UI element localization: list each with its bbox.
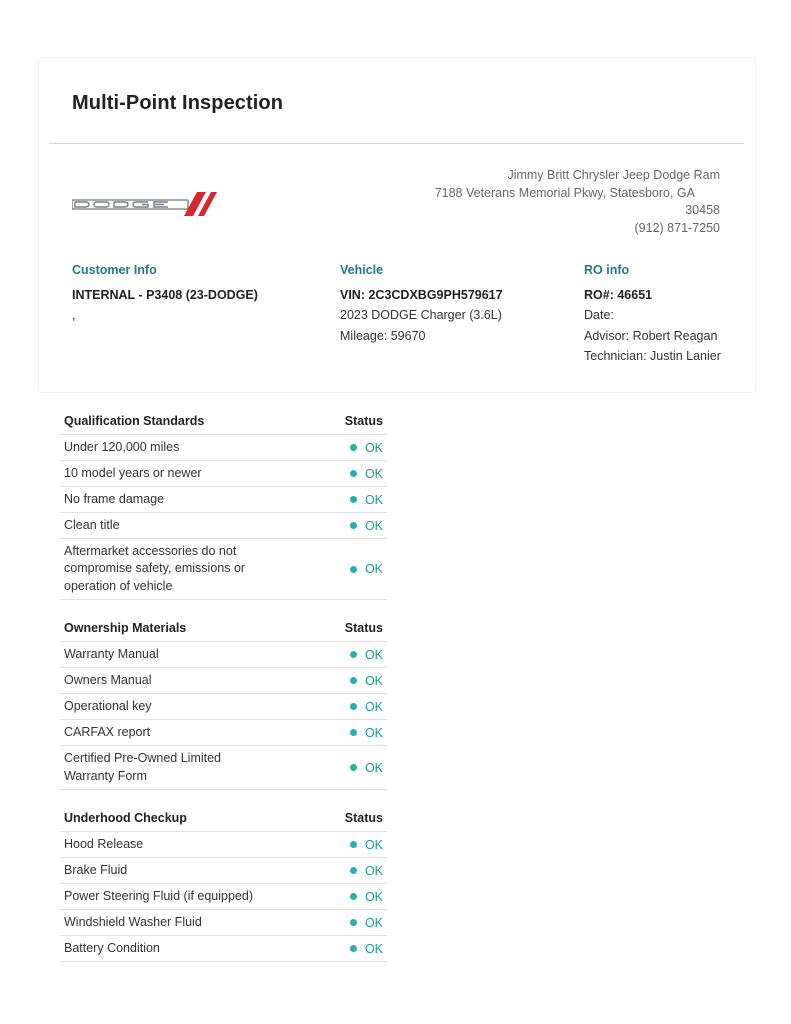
status-dot-icon bbox=[350, 703, 357, 710]
ro-date: Date: bbox=[584, 308, 614, 323]
status-text: OK bbox=[364, 889, 383, 904]
vehicle-heading: Vehicle bbox=[340, 263, 384, 277]
status-text: OK bbox=[364, 673, 383, 688]
status-text: OK bbox=[364, 647, 383, 662]
item-label: Operational key bbox=[64, 698, 152, 713]
item-label: Battery Condition bbox=[64, 940, 160, 955]
status-dot-icon bbox=[350, 919, 357, 926]
dealer-address: 7188 Veterans Memorial Pkwy, Statesboro, GA bbox=[434, 185, 695, 200]
status-dot-icon bbox=[350, 867, 357, 874]
status-dot-icon bbox=[350, 729, 357, 736]
table-row bbox=[60, 487, 387, 513]
status-ok bbox=[350, 890, 383, 904]
status-heading: Status bbox=[344, 811, 383, 825]
status-text: OK bbox=[364, 466, 383, 481]
table-header bbox=[60, 408, 387, 435]
status-text: OK bbox=[364, 562, 383, 576]
table-row bbox=[60, 435, 387, 461]
item-label: Power Steering Fluid (if equipped) bbox=[64, 888, 253, 903]
dodge-logo bbox=[72, 192, 217, 216]
status-ok bbox=[350, 916, 383, 930]
status-ok bbox=[350, 674, 383, 688]
item-label: Certified Pre-Owned Limited Warranty Form bbox=[64, 751, 222, 783]
dealer-name: Jimmy Britt Chrysler Jeep Dodge Ram bbox=[507, 168, 720, 182]
item-label: Under 120,000 miles bbox=[64, 439, 180, 454]
status-text: OK bbox=[364, 760, 383, 775]
item-label: Clean title bbox=[64, 517, 120, 532]
status-dot-icon bbox=[350, 651, 357, 658]
status-ok bbox=[350, 700, 383, 714]
status-text: OK bbox=[364, 863, 383, 878]
status-text: OK bbox=[364, 518, 383, 533]
item-label: Windshield Washer Fluid bbox=[64, 914, 202, 929]
status-ok bbox=[350, 761, 383, 775]
page-title: Multi-Point Inspection bbox=[72, 92, 284, 114]
item-label: Aftermarket accessories do not compromise safety, emissions or operation of vehicle bbox=[64, 543, 246, 593]
table-row bbox=[60, 936, 387, 962]
status-text: OK bbox=[364, 725, 383, 740]
status-ok bbox=[350, 441, 383, 455]
item-label: CARFAX report bbox=[64, 724, 151, 739]
status-ok bbox=[350, 519, 383, 533]
item-label: Warranty Manual bbox=[64, 646, 159, 661]
status-dot-icon bbox=[350, 496, 357, 503]
table-row bbox=[60, 694, 387, 720]
ownership-materials-table bbox=[60, 615, 387, 790]
status-dot-icon bbox=[350, 677, 357, 684]
dealer-zip: 30458 bbox=[685, 203, 720, 217]
status-ok bbox=[350, 942, 383, 956]
ro-advisor: Advisor: Robert Reagan bbox=[584, 328, 718, 343]
status-text: OK bbox=[364, 941, 383, 956]
status-dot-icon bbox=[350, 893, 357, 900]
status-dot-icon bbox=[350, 566, 357, 573]
qualification-standards-table bbox=[60, 408, 387, 600]
ro-number: RO#: 46651 bbox=[584, 288, 653, 302]
customer-info-heading: Customer Info bbox=[72, 263, 157, 277]
customer-info bbox=[72, 263, 258, 326]
table-row bbox=[60, 884, 387, 910]
status-text: OK bbox=[364, 440, 383, 455]
status-dot-icon bbox=[350, 945, 357, 952]
table-row bbox=[60, 513, 387, 539]
status-heading: Status bbox=[344, 414, 383, 428]
status-ok bbox=[350, 864, 383, 878]
dealer-phone: (912) 871-7250 bbox=[634, 220, 720, 235]
header-divider bbox=[49, 143, 744, 144]
status-ok bbox=[350, 648, 383, 662]
item-label: 10 model years or newer bbox=[64, 465, 202, 480]
section-heading: Qualification Standards bbox=[64, 414, 205, 428]
item-label: Hood Release bbox=[64, 836, 144, 851]
status-ok bbox=[350, 726, 383, 740]
ro-info bbox=[584, 263, 721, 366]
ro-info-heading: RO info bbox=[584, 263, 630, 277]
table-header bbox=[60, 615, 387, 642]
underhood-checkup-table bbox=[60, 805, 387, 962]
table-row bbox=[60, 746, 387, 790]
table-row bbox=[60, 539, 387, 600]
table-row bbox=[60, 642, 387, 668]
table-row bbox=[60, 461, 387, 487]
status-ok bbox=[350, 493, 383, 507]
ro-technician: Technician: Justin Lanier bbox=[584, 348, 721, 363]
dealer-info bbox=[420, 167, 720, 237]
vehicle-vin: VIN: 2C3CDXBG9PH579617 bbox=[340, 288, 503, 302]
status-dot-icon bbox=[350, 470, 357, 477]
status-text: OK bbox=[364, 837, 383, 852]
item-label: Brake Fluid bbox=[64, 862, 128, 877]
table-row bbox=[60, 720, 387, 746]
status-dot-icon bbox=[350, 841, 357, 848]
status-dot-icon bbox=[350, 522, 357, 529]
status-text: OK bbox=[364, 492, 383, 507]
vehicle-info bbox=[340, 263, 503, 346]
status-text: OK bbox=[364, 699, 383, 714]
table-row bbox=[60, 668, 387, 694]
status-dot-icon bbox=[350, 764, 357, 771]
status-ok bbox=[350, 838, 383, 852]
table-row bbox=[60, 832, 387, 858]
customer-line2: , bbox=[72, 308, 76, 323]
table-header bbox=[60, 805, 387, 832]
section-heading: Ownership Materials bbox=[64, 621, 187, 635]
table-row bbox=[60, 910, 387, 936]
section-heading: Underhood Checkup bbox=[64, 811, 187, 825]
vehicle-model: 2023 DODGE Charger (3.6L) bbox=[340, 308, 502, 323]
status-heading: Status bbox=[344, 621, 383, 635]
status-ok bbox=[350, 562, 383, 576]
customer-name: INTERNAL - P3408 (23-DODGE) bbox=[72, 288, 258, 302]
status-dot-icon bbox=[350, 444, 357, 451]
vehicle-mileage: Mileage: 59670 bbox=[340, 328, 426, 343]
item-label: No frame damage bbox=[64, 491, 165, 506]
status-text: OK bbox=[364, 915, 383, 930]
table-row bbox=[60, 858, 387, 884]
item-label: Owners Manual bbox=[64, 672, 152, 687]
status-ok bbox=[350, 467, 383, 481]
